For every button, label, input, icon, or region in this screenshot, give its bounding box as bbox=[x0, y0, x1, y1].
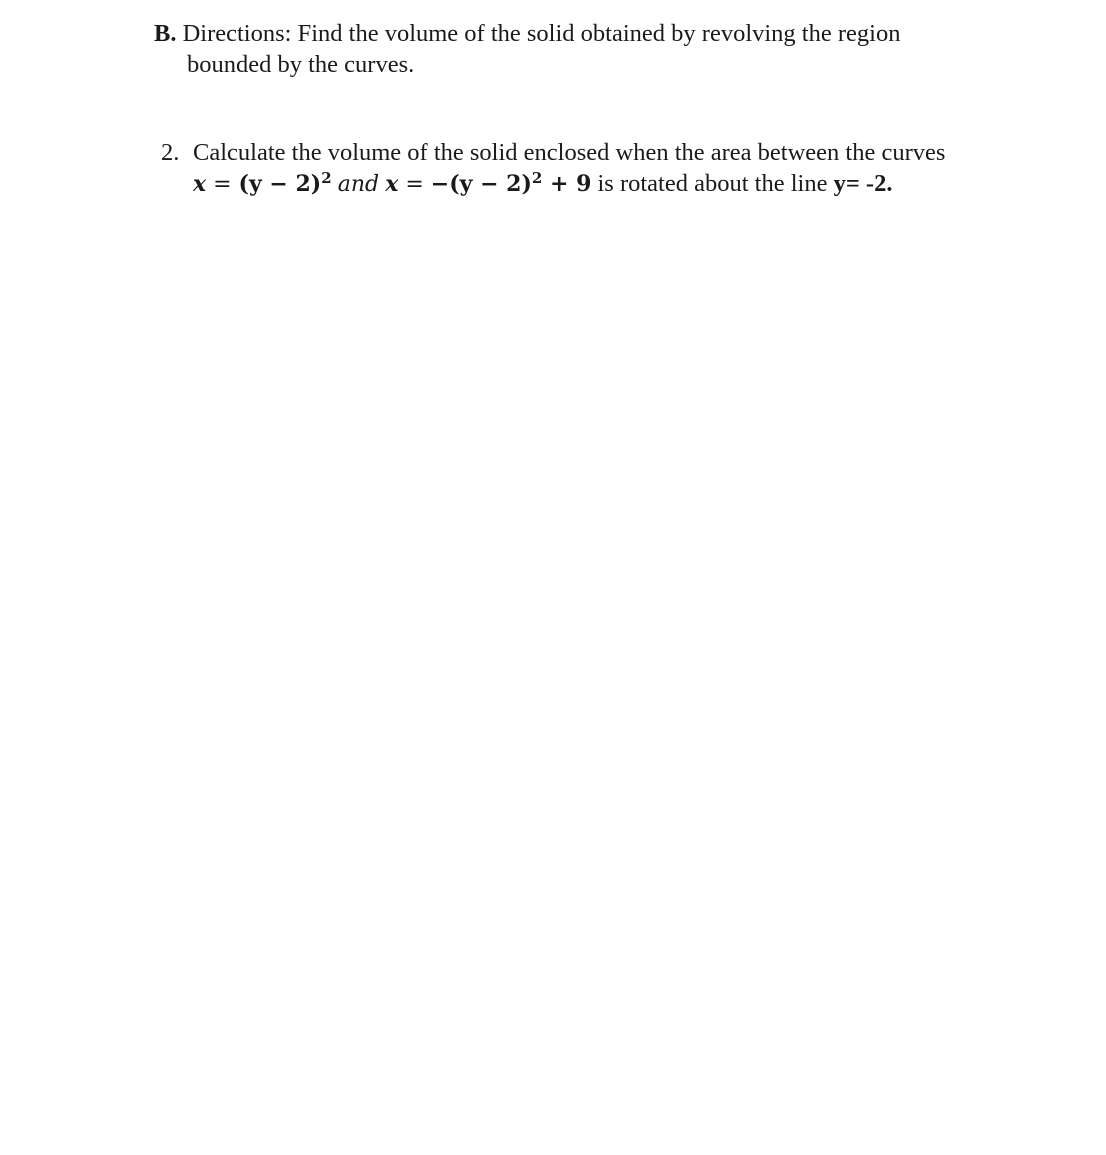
rotation-text: is rotated about the line bbox=[591, 170, 834, 197]
section-letter: B. bbox=[154, 20, 177, 47]
equation-2 bbox=[385, 168, 592, 197]
equation-1-equals: = bbox=[206, 172, 239, 197]
problem-item bbox=[161, 137, 1021, 200]
equation-1-exponent: 2 bbox=[321, 168, 332, 187]
equation-1-lhs: x bbox=[193, 171, 207, 197]
rotation-axis: y= -2. bbox=[833, 170, 893, 197]
equation-connector: and bbox=[337, 172, 380, 197]
problem-line-2 bbox=[161, 168, 1021, 200]
directions-text-continued: bounded by the curves. bbox=[187, 51, 415, 78]
directions-line-1 bbox=[154, 18, 974, 49]
problem-line-1 bbox=[161, 137, 1021, 168]
equation-2-exponent: 2 bbox=[531, 168, 543, 187]
equation-2-constant: + 9 bbox=[542, 171, 592, 197]
directions-text: Directions: Find the volume of the solid obtained by revolving the region bbox=[182, 20, 901, 47]
equation-2-lhs: x bbox=[385, 171, 399, 197]
problem-intro: Calculate the volume of the solid enclosed when the area between the curves bbox=[193, 139, 946, 166]
equation-1-rhs: (y − 2) bbox=[238, 171, 322, 197]
directions-line-2 bbox=[154, 49, 974, 80]
directions-section bbox=[154, 18, 974, 80]
equation-2-equals: = bbox=[398, 172, 431, 197]
equation-2-rhs: −(y − 2) bbox=[430, 171, 532, 197]
problem-number: 2. bbox=[161, 139, 180, 166]
equation-1 bbox=[193, 168, 332, 197]
